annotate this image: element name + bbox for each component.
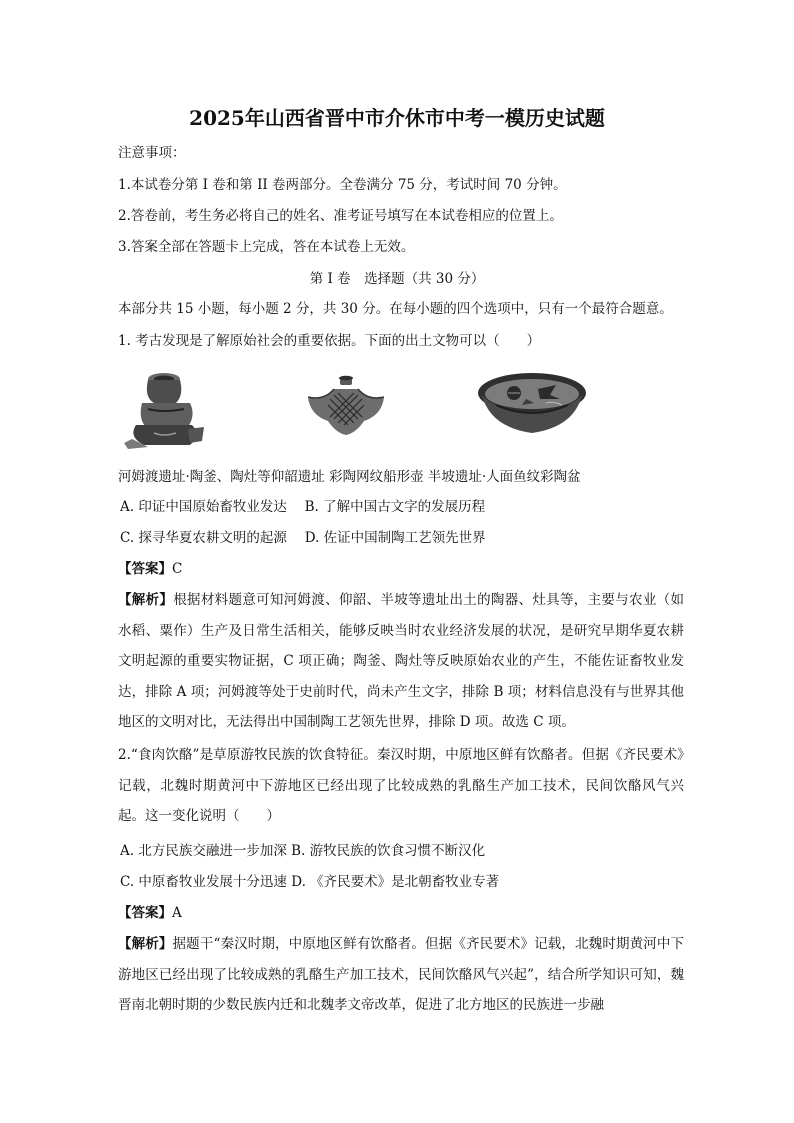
question-1-options-ab: A. 印证中国原始畜牧业发达 B. 了解中国古文字的发展历程 (120, 499, 486, 515)
answer-label: 【答案】 (118, 561, 172, 577)
answer-label: 【答案】 (118, 905, 172, 921)
answer-value: A (172, 905, 182, 921)
question-1-image-caption: 河姆渡遗址·陶釜、陶灶等仰韶遗址 彩陶网纹船形壶 半坡遗址·人面鱼纹彩陶盆 (118, 469, 581, 485)
painted-basin-image (476, 371, 588, 437)
notice-item-1: 1.本试卷分第 I 卷和第 II 卷两部分。全卷满分 75 分，考试时间 70 分钟。 (118, 177, 567, 193)
question-1-options-cd: C. 探寻华夏农耕文明的起源 D. 佐证中国制陶工艺领先世界 (120, 530, 486, 546)
question-1-stem: 1. 考古发现是了解原始社会的重要依据。下面的出土文物可以（ ） (118, 333, 541, 349)
analysis-label: 【解析】 (118, 592, 174, 608)
answer-value: C (172, 561, 183, 577)
question-2-options-ab: A. 北方民族交融进一步加深 B. 游牧民族的饮食习惯不断汉化 (120, 843, 486, 859)
notice-item-2: 2.答卷前，考生务必将自己的姓名、准考证号填写在本试卷相应的位置上。 (118, 208, 563, 224)
analysis-text: 根据材料题意可知河姆渡、仰韶、半坡等遗址出土的陶器、灶具等，主要与农业（如水稻、粟作）生产及日常生活相关，能够反映当时农业经济发展的状况，是研究早期华夏农耕文明起源的重要实物证据，C 项正确；陶釜、陶灶等反映原始农业的产生，不能佐证畜牧业发达，排除 A 项；河姆渡等处于史前时代，尚未产生文字，排除 B 项；材料信息没有与世界其他地区的文明对比，无法得出中国制陶工艺领先世界，排除 D 项。故选 C 项。 (118, 592, 684, 730)
section-header: 第 I 卷 选择题（共 30 分） (309, 271, 485, 287)
question-1-analysis (118, 585, 684, 738)
page-title: 2025年山西省晋中市介休市中考一模历史试题 (189, 106, 605, 130)
question-2-answer (118, 904, 182, 922)
question-2-options-cd: C. 中原畜牧业发展十分迅速 D. 《齐民要术》是北朝畜牧业专著 (120, 874, 500, 890)
pottery-cauldron-image (118, 367, 208, 453)
notice-heading: 注意事项： (118, 145, 186, 161)
question-2-stem: 2.“食肉饮酪”是草原游牧民族的饮食特征。秦汉时期，中原地区鲜有饮酪者。但据《齐民要术》记载，北魏时期黄河中下游地区已经出现了比较成熟的乳酪生产加工技术，民间饮酪风气兴起。这一变化说明（ ） (118, 747, 684, 824)
section-intro: 本部分共 15 小题，每小题 2 分，共 30 分。在每小题的四个选项中，只有一个最符合题意。 (118, 301, 673, 317)
artifact-images (118, 365, 684, 455)
question-2-analysis (118, 929, 684, 1021)
analysis-label: 【解析】 (118, 936, 173, 952)
boat-shaped-pot-image (304, 375, 388, 445)
notice-item-3: 3.答案全部在答题卡上完成，答在本试卷上无效。 (118, 239, 415, 255)
question-1-answer (118, 560, 182, 578)
analysis-text: 据题干“秦汉时期，中原地区鲜有饮酪者。但据《齐民要术》记载，北魏时期黄河中下游地区已经出现了比较成熟的乳酪生产加工技术，民间饮酪风气兴起”，结合所学知识可知，魏晋南北朝时期的少数民族内迁和北魏孝文帝改革，促进了北方地区的民族进一步融 (118, 936, 684, 1013)
